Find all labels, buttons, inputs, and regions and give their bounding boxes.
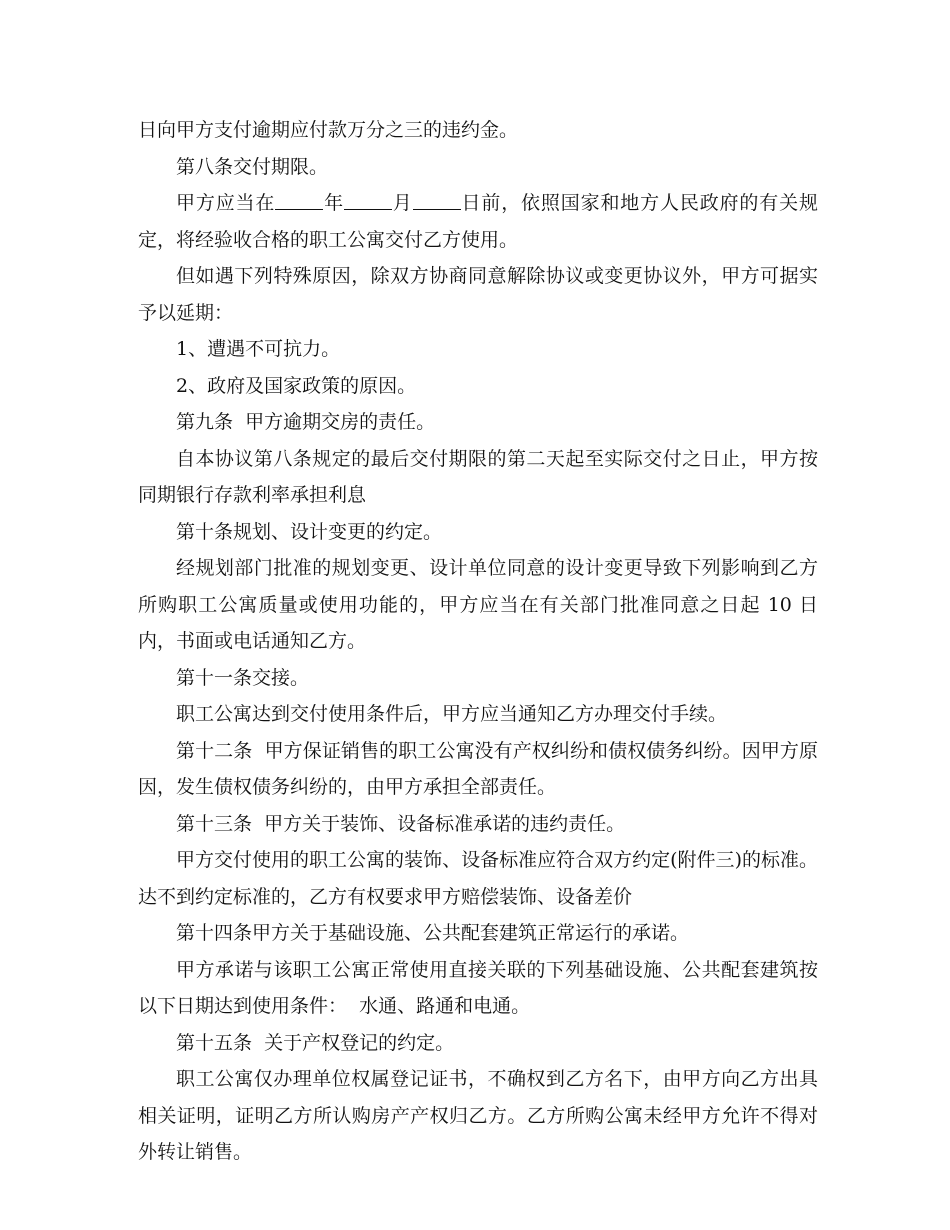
article-11-heading: 第十一条交接。 — [176, 666, 310, 689]
document-body — [138, 112, 818, 1171]
paragraph-infrastructure: 甲方承诺与该职工公寓正常使用直接关联的下列基础设施、公共配套建筑按以下日期达到使用条件： 水通、路通和电通。 — [138, 958, 818, 1017]
delivery-text-start: 甲方应当在 — [176, 192, 276, 214]
list-item-government-policy: 2、政府及国家政策的原因。 — [176, 374, 417, 397]
paragraph-design-change: 经规划部门批准的规划变更、设计单位同意的设计变更导致下列影响到乙方所购职工公寓质量或使用功能的，甲方应当在有关部门批准同意之日起 10 日内，书面或电话通知乙方。 — [138, 557, 818, 652]
day-blank — [413, 191, 461, 210]
paragraph-delivery-date — [138, 185, 818, 258]
year-blank — [275, 191, 323, 210]
month-label: 月 — [391, 192, 413, 214]
paragraph-penalty-continuation: 日向甲方支付逾期应付款万分之三的违约金。 — [138, 119, 519, 141]
article-15-heading: 第十五条 关于产权登记的约定。 — [176, 1031, 455, 1054]
year-label: 年 — [323, 192, 344, 214]
month-blank — [344, 191, 392, 210]
paragraph-property-registration: 职工公寓仅办理单位权属登记证书，不确权到乙方名下，由甲方向乙方出具相关证明，证明乙方所认购房产产权归乙方。乙方所购公寓未经甲方允许不得对外转让销售。 — [138, 1068, 818, 1163]
article-13-heading: 第十三条 甲方关于装饰、设备标准承诺的违约责任。 — [176, 812, 626, 835]
article-10-heading: 第十条规划、设计变更的约定。 — [176, 520, 443, 543]
delivery-text-end: 日前，依照国家和地方人民政府的有关规定，将经验收合格的职工公寓交付乙方使用。 — [138, 192, 818, 251]
article-14-heading: 第十四条甲方关于基础设施、公共配套建筑正常运行的承诺。 — [176, 922, 690, 944]
article-12-paragraph: 第十二条 甲方保证销售的职工公寓没有产权纠纷和债权债务纠纷。因甲方原因，发生债权债务纠纷的，由甲方承担全部责任。 — [138, 739, 818, 798]
paragraph-decoration-standard: 甲方交付使用的职工公寓的装饰、设备标准应符合双方约定(附件三)的标准。达不到约定标准的，乙方有权要求甲方赔偿装饰、设备差价 — [138, 849, 818, 908]
article-8-heading: 第八条交付期限。 — [176, 155, 329, 178]
list-item-force-majeure: 1、遭遇不可抗力。 — [176, 338, 341, 360]
paragraph-late-delivery-interest: 自本协议第八条规定的最后交付期限的第二天起至实际交付之日止，甲方按同期银行存款利率承担利息 — [138, 447, 818, 506]
paragraph-special-reasons: 但如遇下列特殊原因，除双方协商同意解除协议或变更协议外，甲方可据实予以延期： — [138, 265, 818, 324]
article-9-heading: 第九条 甲方逾期交房的责任。 — [176, 411, 436, 433]
paragraph-handover: 职工公寓达到交付使用条件后，甲方应当通知乙方办理交付手续。 — [176, 703, 728, 725]
